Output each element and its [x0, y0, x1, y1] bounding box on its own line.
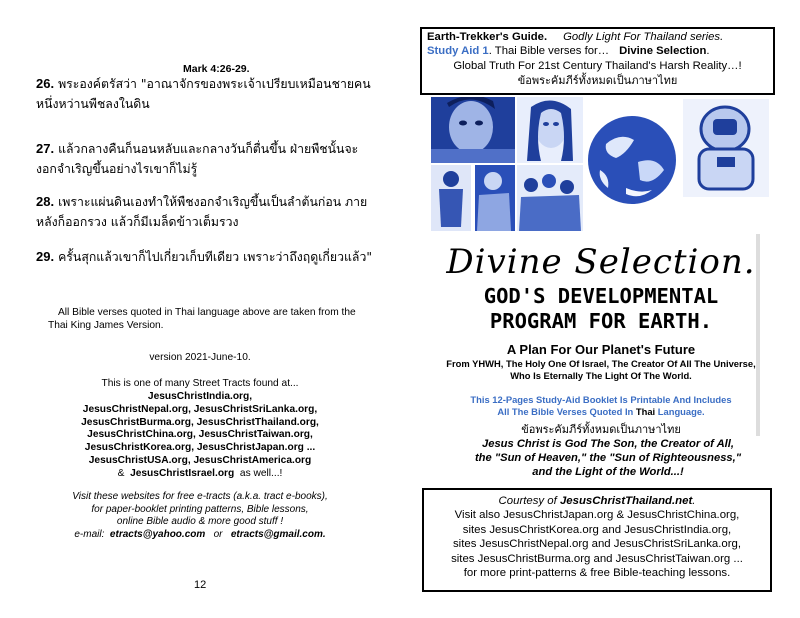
website-line[interactable]: JesusChristIndia.org,	[147, 391, 253, 402]
jesus-statement: Jesus Christ is God The Son, the Creator of All, the "Sun of Heaven," the "Sun of Righteousness," and the Light of the World...!	[474, 438, 742, 478]
child-portrait-image	[431, 97, 515, 163]
website-line[interactable]: JesusChristUSA.org, JesusChristAmerica.org	[88, 454, 312, 466]
verse-27: 27. แล้วกลางคืนก็นอนหลับและกลางวันก็ตื่นขึ้น ฝ่ายพืชนั้นจะงอกจำเริญขึ้นอย่างไรเขาก็ไม่รู้	[36, 141, 359, 176]
scripture-reference: Mark 4:26-29.	[183, 63, 250, 75]
cover-title: Divine Selection.	[446, 242, 756, 282]
verse-28: 28. เพราะแผ่นดินเองทำให้พืชงอกจำเริญขึ้นเป็นลำต้นก่อน ภายหลังก็ออกรวง แล้วก็มีเมล็ดข้าวเต็มรวง	[36, 194, 368, 229]
tracts-intro: This is one of many Street Tracts found at...	[101, 378, 299, 389]
cover-subtitle: GOD'S DEVELOPMENTAL PROGRAM FOR EARTH.	[483, 284, 719, 333]
topic-label: Divine Selection	[619, 45, 707, 57]
plan-title: A Plan For Our Planet's Future	[506, 342, 696, 357]
header-box: Earth-Trekker's Guide. Godly Light For Thailand series. Study Aid 1. Thai Bible verses for… Divine Selection. Global Truth For 21st Century Thailand's Harsh Reality…! ข้อพระคัมภีร์ทั้งหมดเป็นภาษาไทย	[420, 27, 775, 95]
visit-websites-text: Visit these websites for free e-tracts (a.k.a. tract e-books), for paper-booklet printing patterns, Bible lessons, online Bible audio & more good stuff ! e-mail: etracts@yahoo.com or etracts@gmail.com.	[0, 491, 400, 542]
soldier-image	[431, 165, 471, 231]
email-link-gmail[interactable]: etracts@gmail.com.	[230, 529, 326, 541]
version-label: version 2021-June-10.	[149, 352, 251, 363]
series-name: Godly Light For Thailand series.	[563, 31, 724, 43]
website-line[interactable]: JesusChristKorea.org, JesusChristJapan.org ...	[84, 442, 316, 454]
website-line[interactable]: JesusChristChina.org, JesusChristTaiwan.org,	[87, 429, 313, 441]
website-line[interactable]: JesusChristNepal.org, JesusChristSriLanka.org,	[82, 403, 318, 415]
website-line[interactable]: JesusChristBurma.org, JesusChristThailand.org,	[81, 416, 319, 428]
thailand-site-link[interactable]: JesusChristThailand.net	[559, 495, 693, 507]
woman-portrait-image	[517, 97, 583, 163]
courtesy-line: sites JesusChristNepal.org and JesusChristSriLanka.org,	[452, 538, 742, 551]
cover-art-panel	[432, 234, 770, 436]
right-page	[418, 0, 800, 618]
panel-shadow	[756, 234, 760, 436]
guide-title: Earth-Trekker's Guide.	[427, 31, 548, 43]
study-aid-label: Study Aid 1	[427, 45, 489, 57]
verse-29: 29. ครั้นสุกแล้วเขาก็ไปเกี่ยวเก็บทีเดียว เพราะว่าถึงฤดูเกี่ยวแล้ว"	[36, 249, 373, 264]
astronaut-image	[683, 99, 769, 197]
booklet-description: This 12-Pages Study-Aid Booklet Is Printable And Includes All The Bible Verses Quoted In Thai Language.	[470, 394, 732, 417]
translation-note: All Bible verses quoted in Thai language above are taken from the Thai King James Version.	[48, 307, 356, 331]
courtesy-line: sites JesusChristBurma.org and JesusChristTaiwan.org ...	[451, 552, 743, 565]
courtesy-line: for more print-patterns & free Bible-teaching lessons.	[463, 567, 731, 580]
email-line: e-mail: etracts@yahoo.com or etracts@gmail.com.	[74, 529, 326, 541]
website-line-last: & JesusChristIsrael.org as well...!	[117, 467, 283, 479]
refugee-image	[475, 165, 515, 231]
plan-body: From YHWH, The Holy One Of Israel, The Creator Of All The Universe, Who Is Eternally The Light Of The World.	[446, 358, 756, 381]
israel-site-link[interactable]: JesusChristIsrael.org	[130, 467, 235, 479]
courtesy-line: sites JesusChristKorea.org and JesusChristIndia.org,	[462, 523, 732, 536]
crowd-image	[517, 165, 583, 231]
thai-all-verses-line-2: ข้อพระคัมภีร์ทั้งหมดเป็นภาษาไทย	[521, 423, 681, 436]
verse-26: 26. พระองค์ตรัสว่า "อาณาจักรของพระเจ้าเปรียบเหมือนชายคนหนึ่งหว่านพืชลงในดิน	[36, 76, 371, 111]
website-list	[0, 391, 400, 481]
courtesy-box: Courtesy of JesusChristThailand.net. Visit also JesusChristJapan.org & JesusChristChina.org, sites JesusChristKorea.org and JesusChristIndia.org, sites JesusChristNepal.org and JesusChristSriLanka.org, sites JesusChristBurma.org and JesusChristTaiwan.org ... for more print-patterns & free Bible-teaching lessons.	[422, 488, 772, 592]
earth-globe-image	[586, 114, 678, 206]
global-truth-line: Global Truth For 21st Century Thailand's Harsh Reality…!	[453, 60, 742, 72]
page-number: 12	[194, 579, 207, 591]
email-link-yahoo[interactable]: etracts@yahoo.com	[109, 529, 206, 541]
courtesy-line: Visit also JesusChristJapan.org & JesusChristChina.org,	[454, 509, 740, 522]
thai-all-verses-line: ข้อพระคัมภีร์ทั้งหมดเป็นภาษาไทย	[517, 74, 678, 87]
